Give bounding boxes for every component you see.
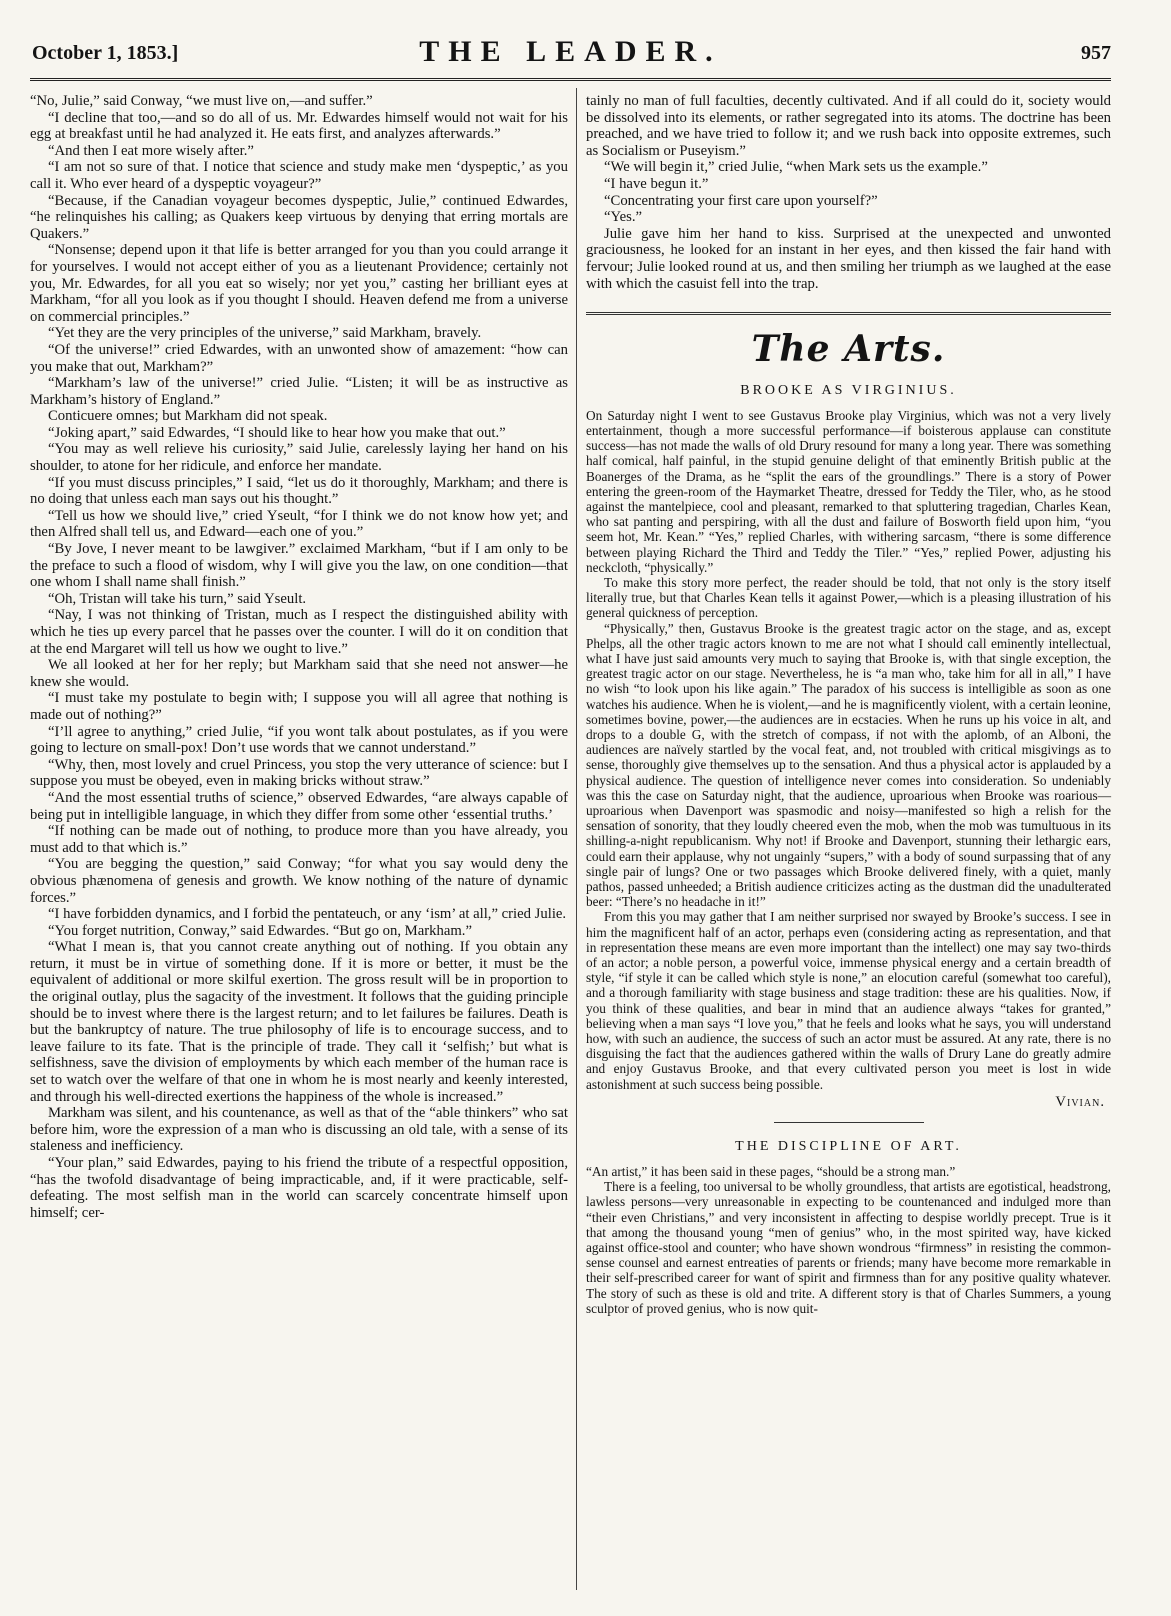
article-heading: THE DISCIPLINE OF ART. (735, 1139, 962, 1155)
paragraph: “Why, then, most lovely and cruel Princess, you stop the very utterance of science: but I suppose you must be obeyed, even in making bricks without straw.” (30, 756, 568, 790)
paragraph: Conticuere omnes; but Markham did not speak. (48, 408, 328, 425)
paragraph: “Yet they are the very principles of the universe,” said Markham, bravely. (48, 325, 482, 342)
article-separator (774, 1122, 924, 1123)
article-body (586, 408, 1111, 1111)
paragraph: “Joking apart,” said Edwardes, “I should like to hear how you make that out.” (48, 424, 506, 441)
paragraph: “By Jove, I never meant to be lawgiver.” exclaimed Markham, “but if I am only to be the preface to such a flood of wisdom, why I will give you the law, on one condition—that one whom I shall name shall finish.” (30, 541, 568, 591)
paragraph: “Of the universe!” cried Edwardes, with an unwonted show of amazement: “how can you make that out, Markham?” (30, 341, 568, 375)
paragraph: “You forget nutrition, Conway,” said Edwardes. “But go on, Markham.” (48, 922, 472, 939)
masthead-rule (30, 78, 1111, 81)
paragraph: “If nothing can be made out of nothing, to produce more than you have already, you must add to that which is.” (30, 823, 568, 856)
paragraph: “Concentrating your first care upon yourself?” (604, 192, 878, 209)
paragraph: There is a feeling, too universal to be wholly groundless, that artists are egotistical, headstrong, lawless persons—very unreasonable in expecting to be countenanced and indulged more than “their even Christians,” and very inconsistent in affecting to despise worldly precept. True is it that among the thousand young “men of genius” who, in the most spirited way, have kicked against office-stool and counter; who have shown wondrous “firmness” in resisting the common-sense counsel and earnest entreaties of parents or friends; many have become more remarkable in their self-prescribed career for want of spirit and firmness than for any positive quality whatever. The story of such as these is old and trite. A different story is that of Charles Summers, a young sculptor of proved genius, who is now quit- (586, 1179, 1111, 1316)
paragraph: To make this story more perfect, the reader should be told, that not only is the story itself literally true, but that Charles Kean tells it against Power,—which is a pleasing illustration of his general quickness of perception. (586, 574, 1111, 621)
paragraph: “Oh, Tristan will take his turn,” said Yseult. (48, 590, 307, 607)
paragraph: “No, Julie,” said Conway, “we must live on,—and suffer.” (30, 93, 373, 109)
paragraph: On Saturday night I went to see Gustavus Brooke play Virginius, which was not a very lively entertainment, though a more successful performance—if boisterous applause can constitute success—has not made the walls of old Drury resound for many a long year. There was something half comical, half painful, in the stupid genuine delight of that eminently British public at the Boanerges of the Drama, as he “split the ears of the groundlings.” There is a story of Power entering the green-room of the Haymarket Theatre, dressed for Teddy the Tiler, who, as he stood against the mantelpiece, cool and pleasant, remarked to that spluttering tragedian, Charles Kean, who sat panting and perspiring, with all the dust and failure of Bosworth field upon him, “you seem hot, Mr. Kean.” “Yes,” replied Charles, with withering sarcasm, “there is some difference between playing Richard the Third and Teddy the Tiler.” “Yes,” replied Power, adjusting his neckcloth, “physically.” (586, 407, 1111, 575)
left-column (30, 93, 568, 1221)
paragraph: tainly no man of full faculties, decently cultivated. And if all could do it, society would be dissolved into its elements, or rather segregated into its atoms. The doctrine has been preached, and we have tried to follow it; and we rush back into opposite extremes, such as Socialism or Puseyism.” (586, 93, 1111, 159)
paragraph: “Nay, I was not thinking of Tristan, much as I respect the distinguished ability with which he ties up every parcel that he passes over the counter. I will do it on condition that at the end Margaret will tell us how we ought to live.” (30, 607, 568, 657)
column-divider (576, 88, 577, 1590)
paragraph: “Physically,” then, Gustavus Brooke is the greatest tragic actor on the stage, and as, except Phelps, all the other tragic actors known to me are not what I should call eminently intellectual, what I have just said amounts very much to saying that Brooke is, with that single exception, the greatest tragic actor on our stage. Nevertheless, he is “a man who, take him for all in all,” I have no wish “to look upon his like again.” The paradox of his success is intelligible as soon as one watches his audience. When he is violent,—and he is magnificently violent, with a certain leonine, sometimes bovine, power,—the audiences are in ecstacies. When he runs up his voice in alt, and drops to a double G, with the stretch of compass, if not with the aplomb, of an Alboni, the audiences are naïvely startled by the vocal feat, and, not troubled with critical misgivings as to sense, thoroughly give themselves up to the sensation. And thus a physical actor is applauded by a physical audience. The question of intelligence never comes into consideration. So undeniably was this the case on Saturday night, that the audience, uproarious when Brooke was roarious—uproarious when Davenport was spasmodic and noisy—manifested so high a relish for the sensation of sonority, that they loudly cheered even the mob, when the mob was tumultuous in its shilling-a-night republicanism. Why not! if Brooke and Davenport, stunning their lethargic ears, could earn their applause, why not ungainly “supers,” with a body of sound surpassing that of any single pair of lungs? One or two passages which Brooke delivered finely, with a quiet, manly pathos, passed unheeded; a British audience criticizes acting as the dustman did the unadulterated beer: “There’s no headache in it!” (586, 620, 1111, 910)
article-heading: BROOKE AS VIRGINIUS. (740, 383, 957, 399)
paragraph: “I am not so sure of that. I notice that science and study make men ‘dyspeptic,’ as you call it. Who ever heard of a dyspeptic voyageur?” (30, 159, 568, 192)
paragraph: “An artist,” it has been said in these pages, “should be a strong man.” (586, 1164, 956, 1180)
paragraph: “Tell us how we should live,” cried Yseult, “for I think we do not know how yet; and then Alfred shall tell us, and Edward—each one of you.” (30, 507, 568, 541)
paragraph: “If you must discuss principles,” I said, “let us do it thoroughly, Markham; and there is no doing that unless each man says out his thought.” (30, 474, 568, 508)
paragraph: “And then I eat more wisely after.” (48, 142, 254, 159)
paragraph: “Your plan,” said Edwardes, paying to his friend the tribute of a respectful opposition, “has the twofold disadvantage of being impracticable, and, if it were practicable, self-defeating. The most selfish man in the world can scarcely concentrate himself upon himself; cer- (30, 1155, 568, 1221)
paragraph: “I’ll agree to anything,” cried Julie, “if you wont talk about postulates, as if you were going to lecture on small-pox! Don’t use words that we cannot understand.” (30, 723, 568, 757)
paragraph: “You are begging the question,” said Conway; “for what you say would deny the obvious phænomena of genesis and growth. We know nothing of the nature of dynamic forces.” (30, 856, 568, 906)
paragraph: “And the most essential truths of science,” observed Edwardes, “are always capable of being put in intelligible language, in which they differ from some other ‘essential truths.’ (30, 789, 568, 823)
paragraph: Markham was silent, and his countenance, as well as that of the “able thinkers” who sat before him, wore the expression of a man who is discussing an old tale, with a sense of its staleness and inefficiency. (30, 1105, 568, 1155)
article-body (586, 1164, 1111, 1316)
masthead (30, 28, 1111, 74)
paragraph: “Because, if the Canadian voyageur becomes dyspeptic, Julie,” continued Edwardes, “he relinquishes his calling; as Quakers keep virtuous by denying that erring mortals are Quakers.” (30, 192, 568, 242)
paragraph: “What I mean is, that you cannot create anything out of nothing. If you obtain any return, it must be in virtue of something done. If it is more or better, it must be the equivalent of additional or more skilful exertion. The gross result will be in proportion to the original outlay, plus the sagacity of the investment. It follows that the guiding principle should be to invest where there is the largest return; and to let failures be failures. Death is but the bankruptcy of nature. The true philosophy of life is to encourage success, and to leave failure to its fate. That is the principle of trade. They call it ‘selfish;’ but what is selfishness, save the division of employments by which each member of the human race is set to watch over the welfare of that one in whom he is most nearly and keenly interested, and through his well-directed exertions the happiness of the whole is increased.” (30, 939, 568, 1105)
newspaper-title: THE LEADER. (419, 35, 722, 68)
paragraph: “I decline that too,—and so do all of us. Mr. Edwardes himself would not wait for his egg at breakfast until he had analyzed it. He eats first, and analyzes afterwards.” (30, 109, 568, 143)
paragraph: “We will begin it,” cried Julie, “when Mark sets us the example.” (604, 159, 988, 176)
right-column (586, 93, 1111, 1316)
paragraph: Julie gave him her hand to kiss. Surprised at the unexpected and unwonted graciousness, he looked for an instant in her eyes, and then kissed the fair hand with fervour; Julie looked round at us, and then smiling her triumph as we laughed at the ease with which the casuist fell into the trap. (586, 225, 1111, 292)
page-number: 957 (1081, 42, 1111, 64)
issue-date: October 1, 1853.] (32, 42, 179, 64)
paragraph: “Nonsense; depend upon it that life is better arranged for you than you could arrange it for yourselves. I would not accept either of you as a lieutenant Providence; certainly not you, Mr. Edwardes, for all you eat so wisely; nor yet you,” casting her brilliant eyes at Markham, “for all you look as if you thought I should. Heaven defend me from a universe on commercial principles.” (30, 242, 568, 325)
paragraph: From this you may gather that I am neither surprised nor swayed by Brooke’s success. I see in him the magnificent half of an actor, perhaps even (considering acting as representation, and that in representation these means are even more important than the intellect) one may say two-thirds of an actor; a noble person, a powerful voice, immense physical energy and a certain breadth of style, “if style it can be called which style is none,” an elocution careful (somewhat too careful), and a thorough familiarity with stage business and stage tradition: these are his qualities. Now, if you think of these qualities, and bear in mind that an audience always “takes for granted,” believing when a man says “I love you,” that he feels and looks what he says, you will understand how, with such an audience, the success of such an actor must be assured. At any rate, there is no disguising the fact that the audiences gathered within the walls of Drury Lane do greatly admire and enjoy Gustavus Brooke, and that every cultivated person you meet is lost in wide astonishment at such success being possible. (586, 909, 1111, 1092)
section-title: The Arts. (751, 328, 946, 371)
section-rule (586, 312, 1111, 315)
paragraph: “Yes.” (604, 209, 643, 226)
paragraph: “Markham’s law of the universe!” cried Julie. “Listen; it will be as instructive as Markham’s history of England.” (30, 375, 568, 408)
paragraph: “You may as well relieve his curiosity,” said Julie, carelessly laying her hand on his shoulder, to atone for her ridicule, and enforce her mandate. (30, 441, 568, 475)
author-signature: Vivian. (1055, 1093, 1105, 1110)
paragraph: “I have begun it.” (604, 175, 709, 192)
paragraph: “I must take my postulate to begin with; I suppose you will all agree that nothing is made out of nothing?” (30, 690, 568, 723)
paragraph: “I have forbidden dynamics, and I forbid the pentateuch, or any ‘ism’ at all,” cried Julie. (48, 906, 567, 923)
paragraph: We all looked at her for her reply; but Markham said that she need not answer—he knew she would. (30, 657, 568, 690)
